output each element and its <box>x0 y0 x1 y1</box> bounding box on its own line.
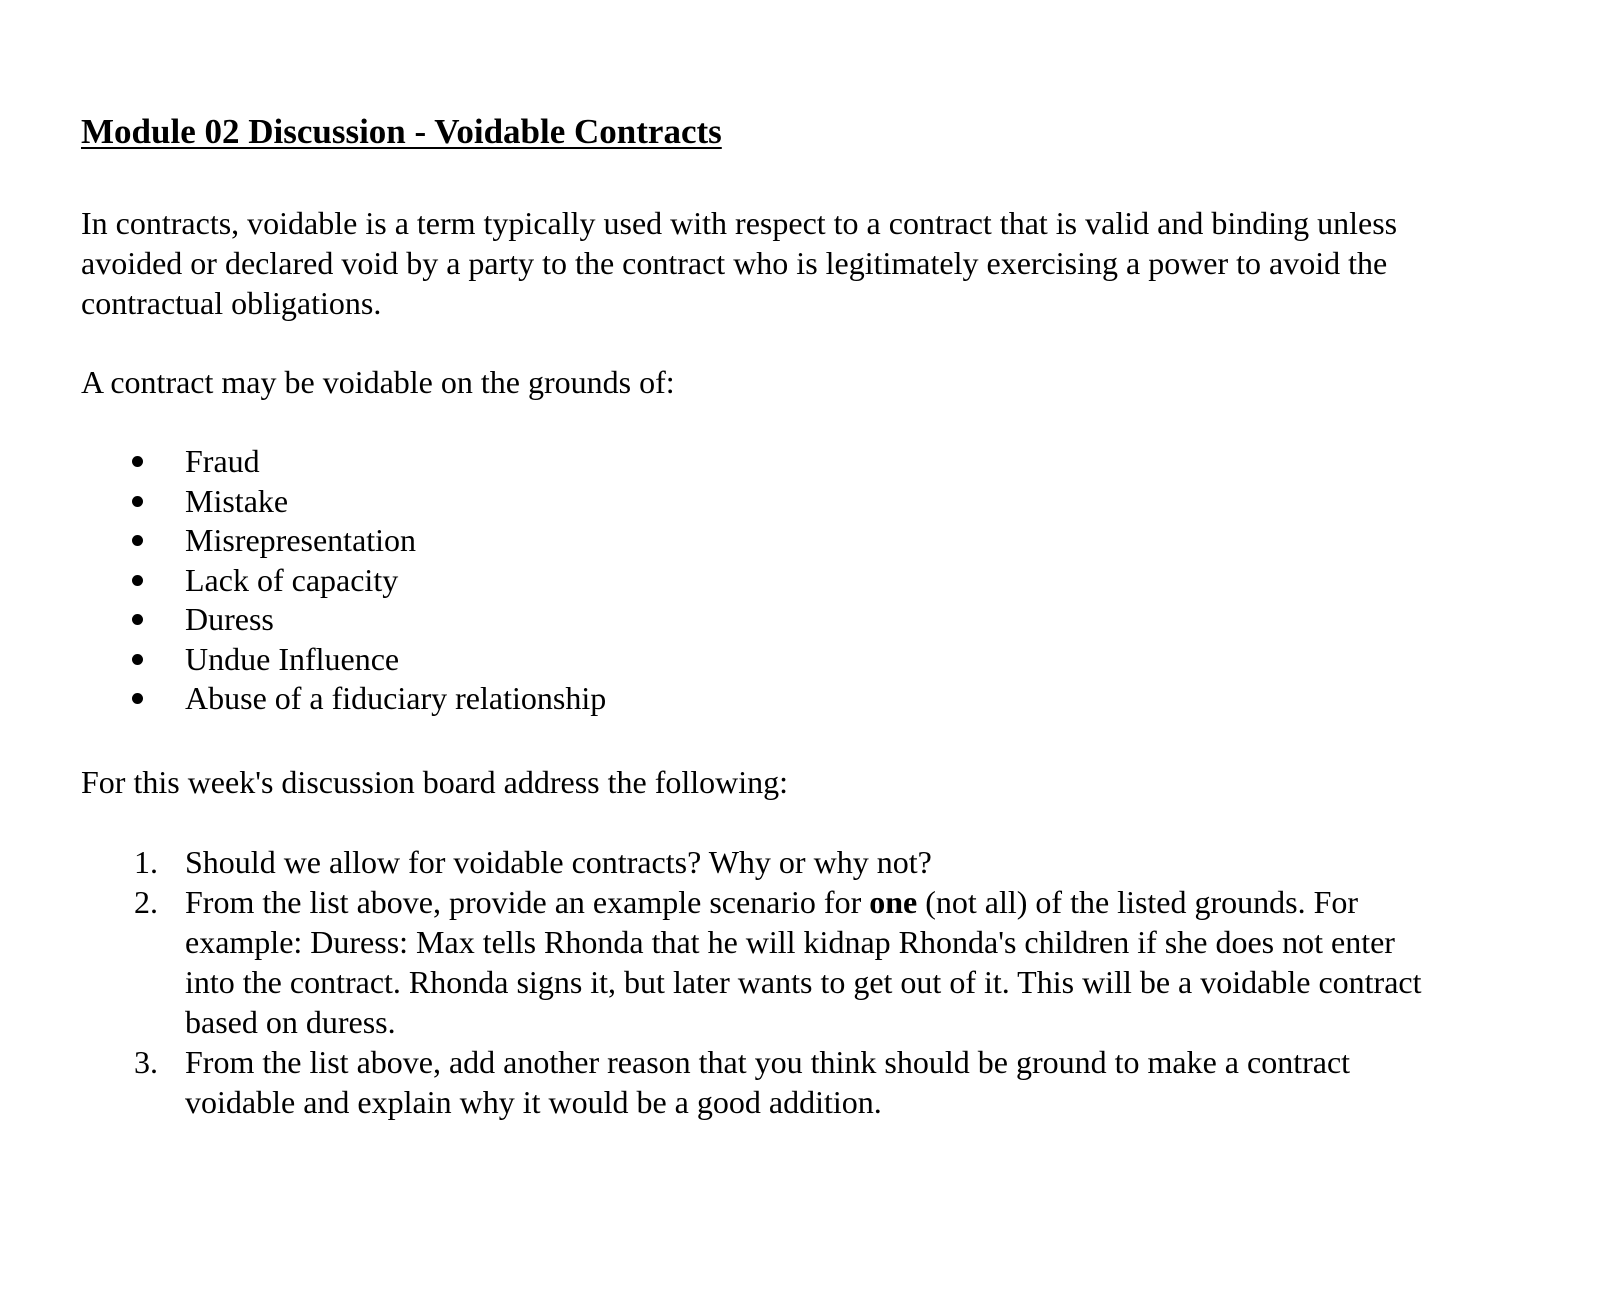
bullet-icon <box>132 456 143 467</box>
ground-label: Mistake <box>185 482 289 519</box>
bullet-icon <box>132 693 143 704</box>
question-text: From the list above, add another reason that you think should be ground to make a contract voidable and explain why it would be a good addition. <box>185 1044 1351 1120</box>
question-number: 3. <box>134 1044 158 1080</box>
question-item-3 <box>81 1042 1441 1122</box>
grounds-list <box>81 442 606 719</box>
question-number: 1. <box>134 844 158 880</box>
bullet-icon <box>132 654 143 665</box>
ground-label: Duress <box>185 601 274 637</box>
question-number: 2. <box>134 884 158 920</box>
document-page <box>81 112 1461 1120</box>
list-item <box>81 442 606 482</box>
list-item <box>81 640 606 680</box>
ground-label: Undue Influence <box>185 640 400 677</box>
question-item-1 <box>81 842 1441 882</box>
question-text-after: (not all) of the listed grounds. For example: Duress: Max tells Rhonda that he will kidnap Rhonda's children if she does not enter into the contract. Rhonda signs it, but later wants to get out of it. This will be a voidable contract based on duress. <box>185 884 1422 1040</box>
ground-label: Abuse of a fiduciary relationship <box>185 680 607 716</box>
list-item <box>81 679 606 719</box>
question-text: Should we allow for voidable contracts? Why or why not? <box>185 844 932 880</box>
bullet-icon <box>132 496 143 507</box>
ground-label: Misrepresentation <box>185 522 417 558</box>
list-item <box>81 521 606 561</box>
bullet-icon <box>132 535 143 546</box>
question-item-2 <box>81 882 1441 1042</box>
discussion-lead-text: For this week's discussion board address the following: <box>81 764 789 800</box>
question-text-before: From the list above, provide an example scenario for <box>185 884 870 920</box>
bullet-icon <box>132 575 143 586</box>
list-item <box>81 482 606 522</box>
bullet-icon <box>132 614 143 625</box>
questions-list <box>81 842 1441 1122</box>
grounds-lead-text: A contract may be voidable on the grounds of: <box>81 364 675 400</box>
list-item <box>81 561 606 601</box>
ground-label: Fraud <box>185 443 260 479</box>
question-emphasis: one <box>869 884 918 920</box>
intro-paragraph: In contracts, voidable is a term typically used with respect to a contract that is valid and binding unless avoided or declared void by a party to the contract who is legitimately exercising a power to avoid the contractual obligations. <box>81 205 1398 321</box>
ground-label: Lack of capacity <box>185 561 399 598</box>
list-item <box>81 600 606 640</box>
page-title: Module 02 Discussion - Voidable Contracts <box>81 112 722 151</box>
